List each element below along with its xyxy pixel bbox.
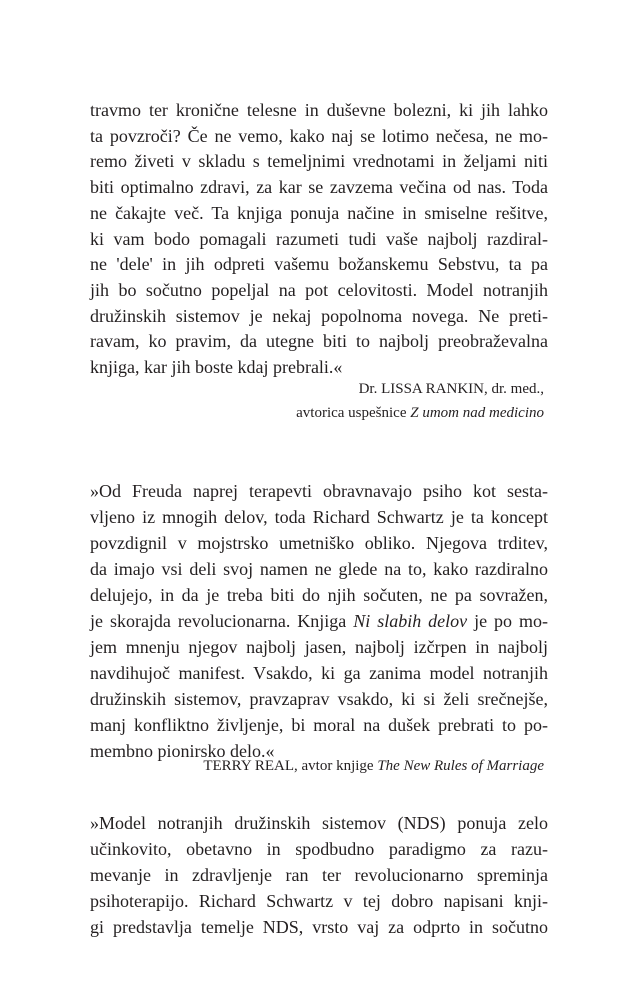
quote-line: ravam, ko pravim, da utegne biti to najbolj preobraževalna xyxy=(90,331,548,352)
quote-line: psihoterapijo. Richard Schwartz v tej dobro napisani knji- xyxy=(90,891,548,911)
attribution-text: avtorica uspešnice xyxy=(296,405,411,421)
quote-line: gi predstavlja temelje NDS, vrsto vaj za odprto in sočutno xyxy=(90,917,548,937)
quote-line: knjiga, kar jih boste kdaj prebrali.« xyxy=(90,357,343,377)
quote-line: povzdignil v mojstrsko umetniško obliko. Njegova trditev, xyxy=(90,533,548,553)
quote-line: manj konfliktno življenje, bi moral na dušek prebrati to po- xyxy=(90,715,548,735)
quote-line: družinskih sistemov je nekaj popolnoma novega. Ne preti- xyxy=(90,305,548,326)
quote-line: ne čakajte več. Ta knjiga ponuja načine in smiselne rešitve, xyxy=(90,202,548,223)
quote-line: vljeno iz mnogih delov, toda Richard Schwartz je ta koncept xyxy=(90,507,548,527)
quote-line: ne 'dele' in jih odpreti vašemu božanskemu Sebstvu, ta pa xyxy=(90,254,548,275)
quote-line: navdihujoč manifest. Vsakdo, ki ga zanima model notranjih xyxy=(90,663,548,683)
quote-line: jih bo sočutno popeljal na pot celovitosti. Model notranjih xyxy=(90,279,548,300)
quote-line: biti optimalno zdravi, za kar se zavzema večina od nas. Toda xyxy=(90,177,548,198)
quote-line: remo živeti v skladu s temeljnimi vrednotami in željami niti xyxy=(90,151,548,172)
quote-line: travmo ter kronične telesne in duševne bolezni, ki jih lahko xyxy=(90,100,548,120)
quote-line: jem mnenju njegov najbolj jasen, najbolj izčrpen in najbolj xyxy=(90,637,548,657)
book-title: The New Rules of Marriage xyxy=(377,758,544,774)
quote-line: ta povzroči? Če ne vemo, kako naj se lotimo nečesa, ne mo- xyxy=(90,125,548,146)
book-title: Z umom nad medicino xyxy=(410,405,544,421)
quote-line: membno pionirsko delo.« xyxy=(90,741,275,761)
quote-line: učinkovito, obetavno in spodbudno paradigmo za razu- xyxy=(90,839,548,859)
quote-attribution xyxy=(296,406,544,421)
quote-line: da imajo vsi deli svoj namen ne glede na to, kako razdiralno xyxy=(90,559,548,579)
attribution-text: TERRY REAL, avtor knjige xyxy=(203,758,378,774)
quote-line: družinskih sistemov, pravzaprav vsakdo, ki si želi srečnejše, xyxy=(90,689,548,709)
quote-attribution xyxy=(203,759,544,774)
quote-line: »Od Freuda naprej terapevti obravnavajo psiho kot sesta- xyxy=(90,481,548,501)
quote-line: delujejo, in da je treba biti do njih sočuten, ne pa sovražen, xyxy=(90,585,548,605)
quote-line: mevanje in zdravljenje ran ter revolucionarno spreminja xyxy=(90,865,548,885)
quote-line: je skorajda revolucionarna. Knjiga Ni slabih delov je po mo- xyxy=(90,611,548,631)
quote-attribution xyxy=(359,382,544,397)
attribution-text: Dr. LISSA RANKIN, dr. med., xyxy=(358,381,544,397)
quote-line: »Model notranjih družinskih sistemov (NDS) ponuja zelo xyxy=(90,813,548,833)
quote-line: ki vam bodo pomagali razumeti tudi vaše najbolj razdiral- xyxy=(90,228,548,249)
